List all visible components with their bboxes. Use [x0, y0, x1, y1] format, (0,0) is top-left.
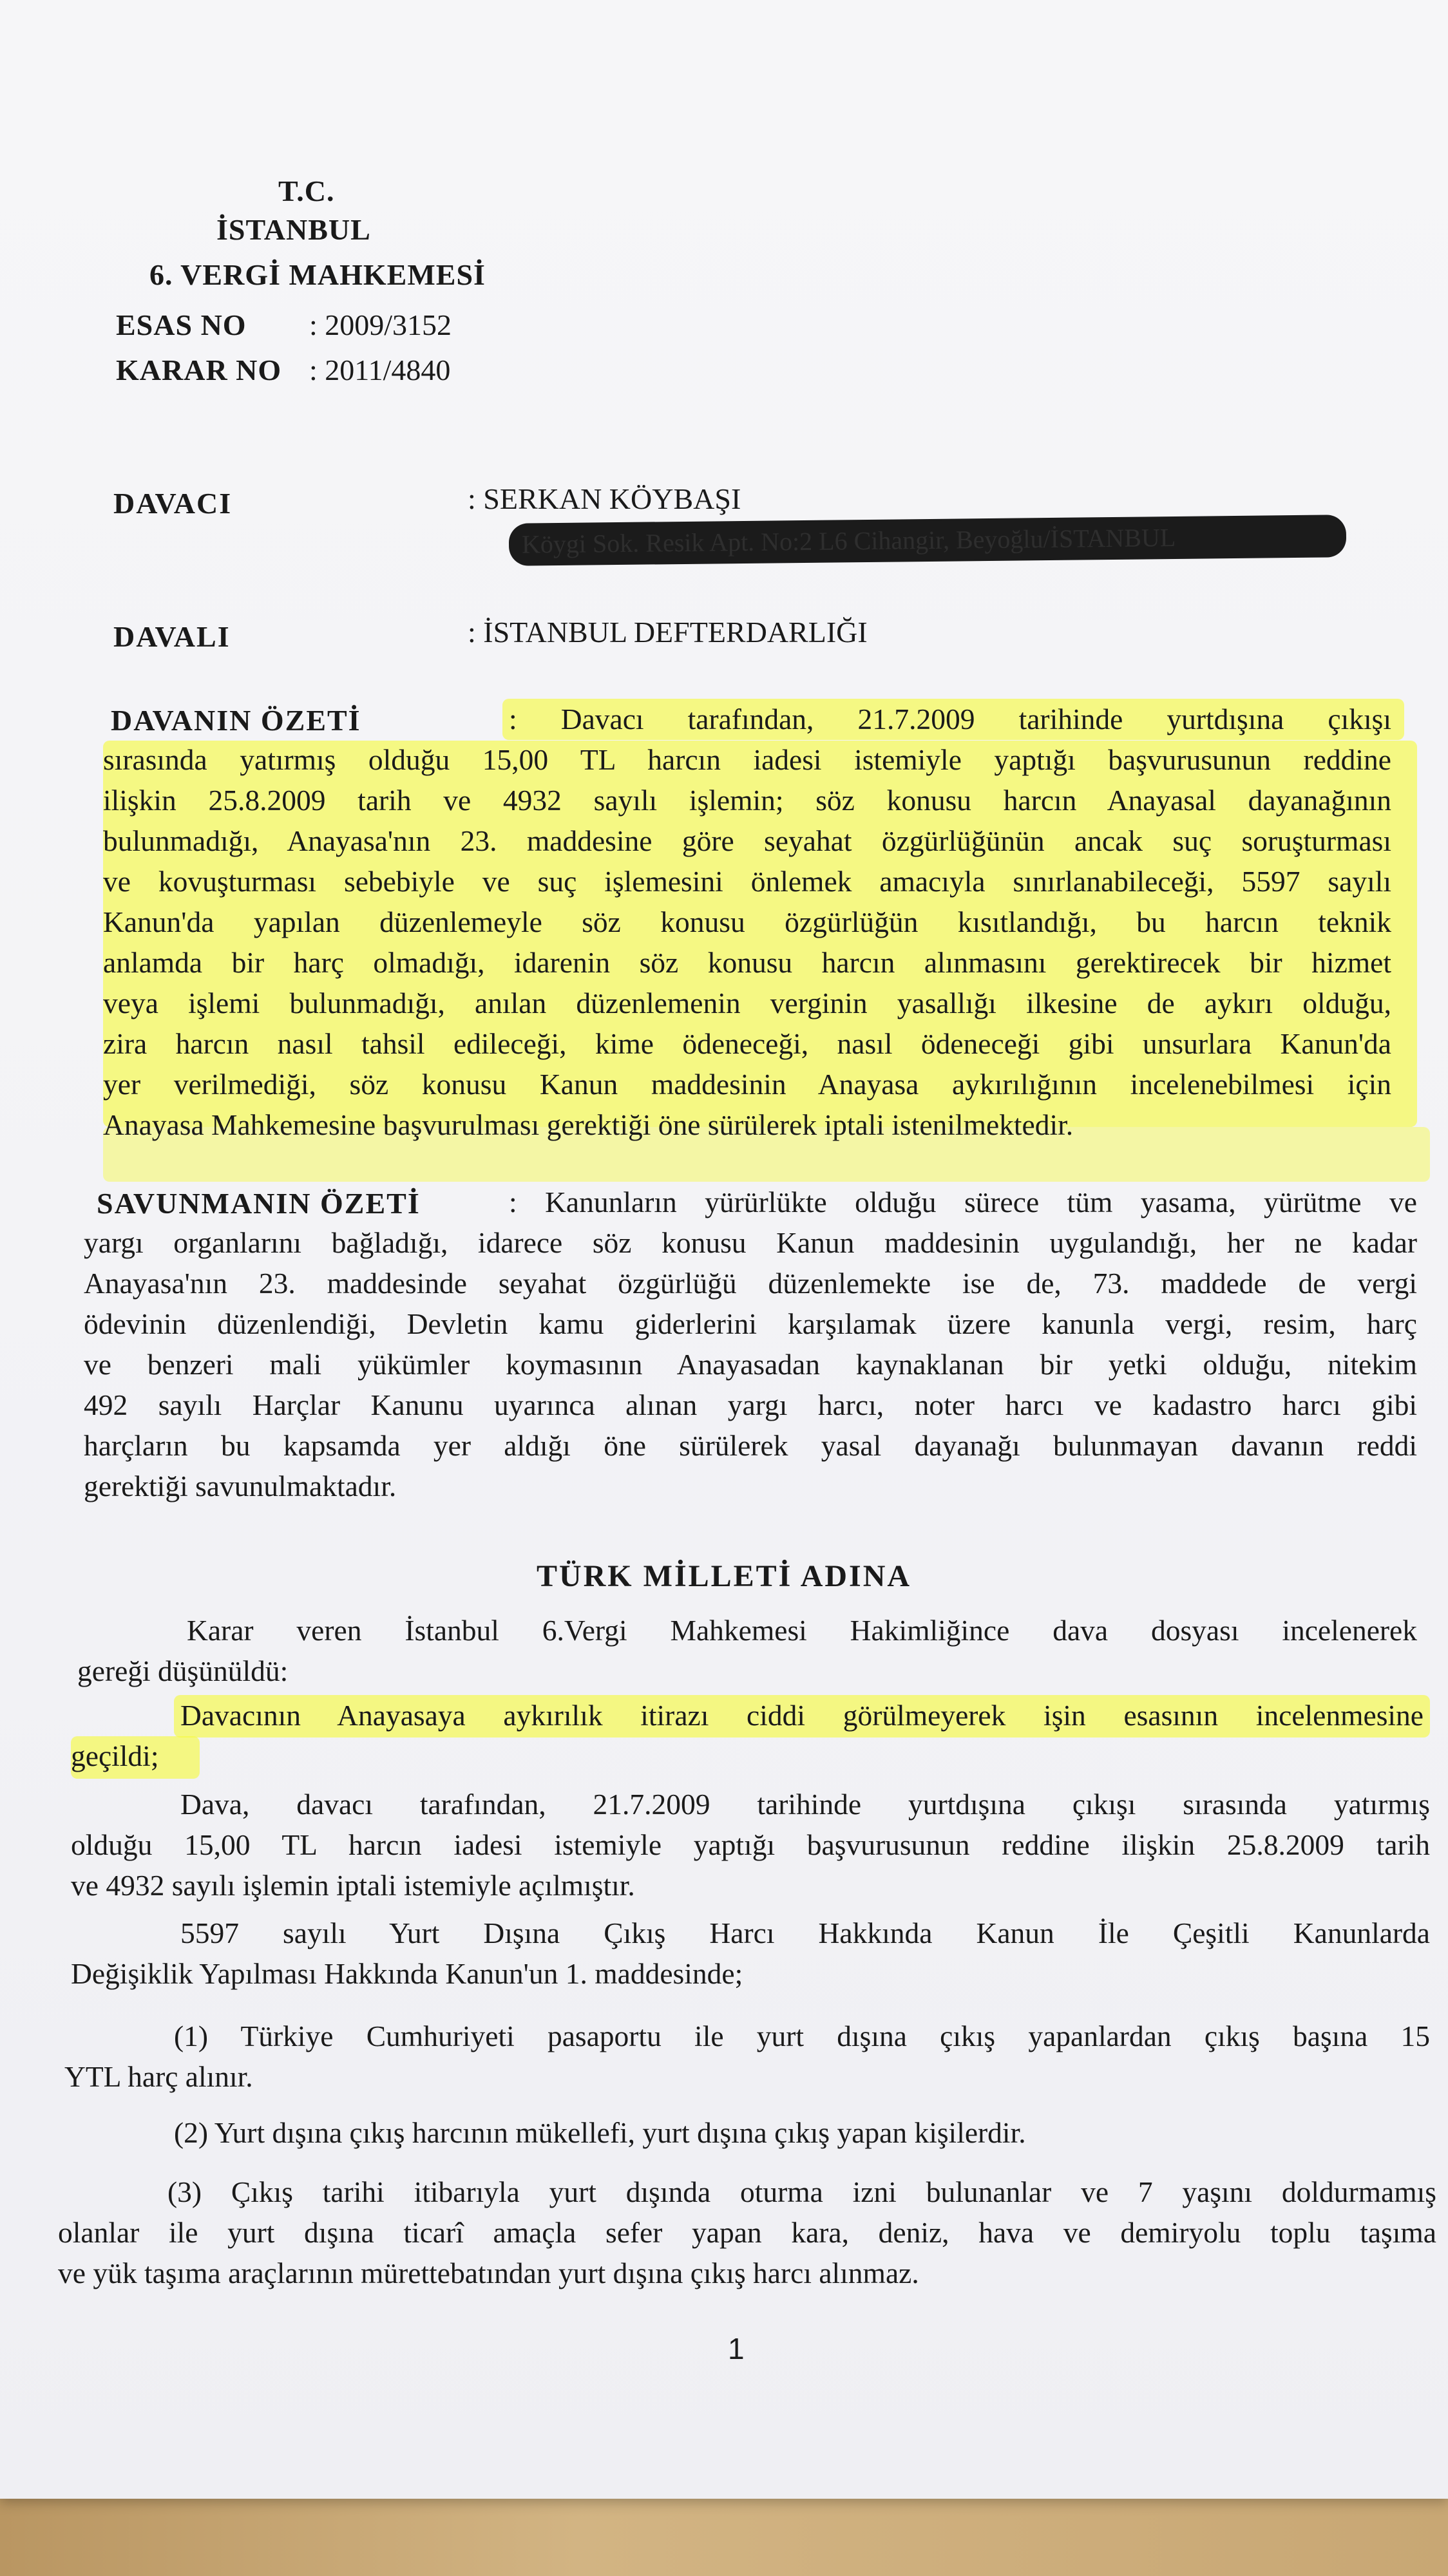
karar-no-value: : 2011/4840 — [309, 354, 451, 386]
text-line: : Kanunların yürürlükte olduğu sürece tüm yasama, yürütme ve — [509, 1186, 1417, 1218]
text-line: bulunmadığı, Anayasa'nın 23. maddesine göre seyahat özgürlüğünün ancak suç soruşturması — [103, 824, 1391, 857]
text-line — [71, 1913, 1430, 1953]
text-line: ve yük taşıma araçlarının mürettebatından yurt dışına çıkış harcı alınmaz. — [58, 2257, 919, 2289]
text-line: yargı organlarını bağladığı, idarece söz konusu Kanun maddesinin uygulandığı, her ne kadar — [84, 1226, 1417, 1259]
text-line: geçildi; — [71, 1739, 159, 1772]
text-line: gerektiği savunulmaktadır. — [84, 1470, 397, 1502]
text-line — [64, 2016, 1430, 2056]
decision-p2 — [71, 1695, 1424, 1776]
text-line: ve benzeri mali yükümler koymasının Anayasadan kaynaklanan bir yetki olduğu, nitekim — [84, 1348, 1417, 1381]
decision-p7 — [58, 2172, 1436, 2293]
text-line: yer verilmediği, söz konusu Kanun maddesinin Anayasa aykırılığının incelenebilmesi için — [103, 1068, 1391, 1101]
text-line: harçların bu kapsamda yer aldığı öne sürülerek yasal dayanağı bulunmayan davanın reddi — [84, 1429, 1417, 1462]
davanin-ozeti-body — [103, 739, 1391, 1145]
text-span: (2) Yurt dışına çıkış harcının mükellefi, yurt dışına çıkış yapan kişilerdir. — [174, 2116, 1026, 2149]
text-line: ilişkin 25.8.2009 tarih ve 4932 sayılı işlemin; söz konusu harcın Anayasal dayanağının — [103, 784, 1391, 817]
davali-label: DAVALI — [113, 620, 231, 653]
text-line: zira harcın nasıl tahsil edileceği, kime ödeneceği, nasıl ödeneceği gibi unsurlara Kanun'da — [103, 1027, 1391, 1060]
text-span: (1) Türkiye Cumhuriyeti pasaportu ile yurt dışına çıkış yapanlardan çıkış başına 15 — [174, 2020, 1430, 2052]
text-line — [64, 2112, 1430, 2153]
davaci-label: DAVACI — [113, 487, 233, 520]
text-line: olduğu 15,00 TL harcın iadesi istemiyle yaptığı başvurusunun reddine ilişkin 25.8.2009 tarih — [71, 1828, 1430, 1861]
karar-no-label: KARAR NO — [116, 354, 282, 386]
text-line — [77, 1610, 1417, 1651]
text-line: gereği düşünüldü: — [77, 1654, 289, 1687]
text-line: veya işlemi bulunmadığı, anılan düzenlemenin verginin yasallığı ilkesine de aykırı olduğu, — [103, 987, 1391, 1019]
esas-no-value: : 2009/3152 — [309, 308, 452, 341]
text-line: ve kovuşturması sebebiyle ve suç işlemesini önlemek amacıyla sınırlanabileceği, 5597 sayılı — [103, 865, 1391, 898]
decision-p1 — [77, 1610, 1417, 1691]
text-line: YTL harç alınır. — [64, 2060, 253, 2093]
header-country: T.C. — [278, 175, 335, 207]
text-line: sırasında yatırmış olduğu 15,00 TL harcın iadesi istemiyle yaptığı başvurusunun reddine — [103, 743, 1391, 776]
text-line: Anayasa'nın 23. maddesinde seyahat özgürlüğü düzenlemekte ise de, 73. maddede de vergi — [84, 1267, 1417, 1300]
text-line — [71, 1695, 1424, 1736]
text-line: Değişiklik Yapılması Hakkında Kanun'un 1. maddesinde; — [71, 1957, 743, 1990]
text-span: (3) Çıkış tarihi itibarıyla yurt dışında oturma izni bulunanlar ve 7 yaşını doldurmamış — [167, 2175, 1436, 2208]
text-line: ödevinin düzenlendiği, Devletin kamu giderlerini karşılamak üzere kanunla vergi, resim, harç — [84, 1307, 1417, 1340]
text-span: Karar veren İstanbul 6.Vergi Mahkemesi Hakimliğince dava dosyası incelenerek — [187, 1614, 1417, 1647]
decision-p5 — [64, 2016, 1430, 2097]
decision-p6 — [64, 2112, 1430, 2153]
text-line — [58, 2172, 1436, 2212]
text-span: 5597 sayılı Yurt Dışına Çıkış Harcı Hakkında Kanun İle Çeşitli Kanunlarda — [180, 1917, 1430, 1949]
decision-p3 — [71, 1784, 1430, 1906]
text-line: : Davacı tarafından, 21.7.2009 tarihinde yurtdışına çıkışı — [509, 703, 1391, 735]
text-line: anlamda bir harç olmadığı, idarenin söz konusu harcın alınmasını gerektirecek bir hizmet — [103, 946, 1391, 979]
text-line — [71, 1784, 1430, 1824]
text-line: ve 4932 sayılı işlemin iptali istemiyle açılmıştır. — [71, 1869, 635, 1902]
davali-value: : İSTANBUL DEFTERDARLIĞI — [468, 616, 868, 649]
davaci-value: : SERKAN KÖYBAŞI — [468, 482, 741, 515]
decision-title: TÜRK MİLLETİ ADINA — [536, 1559, 912, 1593]
savunmanin-ozeti-label: SAVUNMANIN ÖZETİ — [97, 1187, 421, 1220]
redacted-address: Köygi Sok. Resik Apt. No:2 L6 Cihangir, Beyoğlu/İSTANBUL — [509, 515, 1347, 566]
decision-p4 — [71, 1913, 1430, 1994]
text-line: 492 sayılı Harçlar Kanunu uyarınca alınan yargı harcı, noter harcı ve kadastro harcı gibi — [84, 1388, 1417, 1421]
davanin-ozeti-label: DAVANIN ÖZETİ — [111, 704, 361, 737]
text-line: Kanun'da yapılan düzenlemeyle söz konusu özgürlüğün kısıtlandığı, bu harcın teknik — [103, 905, 1391, 938]
savunmanin-ozeti-first-line — [509, 1182, 1417, 1222]
header-court: 6. VERGİ MAHKEMESİ — [149, 258, 486, 291]
header-city: İSTANBUL — [216, 213, 371, 246]
text-span: Davacının Anayasaya aykırılık itirazı ciddi görülmeyerek işin esasının incelenmesine — [180, 1699, 1424, 1732]
text-span: Dava, davacı tarafından, 21.7.2009 tarihinde yurtdışına çıkışı sırasında yatırmış — [180, 1788, 1430, 1821]
text-line: olanlar ile yurt dışına ticarî amaçla sefer yapan kara, deniz, hava ve demiryolu toplu taşıma — [58, 2216, 1436, 2249]
savunmanin-ozeti-body — [84, 1222, 1417, 1506]
page-number: 1 — [728, 2332, 745, 2365]
esas-no-label: ESAS NO — [116, 308, 247, 341]
text-line: Anayasa Mahkemesine başvurulması gerektiği öne sürülerek iptali istenilmektedir. — [103, 1108, 1074, 1141]
davanin-ozeti-first-line — [509, 699, 1391, 739]
